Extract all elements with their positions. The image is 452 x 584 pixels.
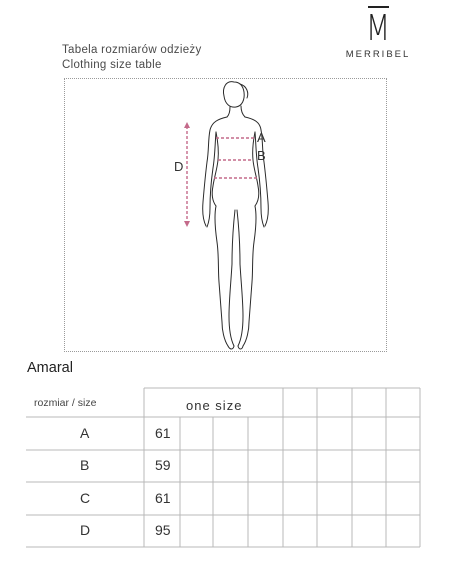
table-row-value-b: 59 [155, 457, 171, 473]
marker-a: A [257, 130, 266, 145]
body-measurement-figure [64, 78, 387, 352]
marker-d: D [174, 159, 184, 174]
size-table-title-polish: Tabela rozmiarów odzieży [62, 44, 202, 56]
table-row-label-c: C [80, 490, 91, 506]
marker-b: B [257, 148, 266, 163]
logo-mark: M [365, 8, 391, 49]
table-row-value-d: 95 [155, 522, 171, 538]
product-name: Amaral [27, 360, 73, 376]
table-size-label: one size [186, 398, 243, 413]
size-table-title-english: Clothing size table [62, 59, 162, 71]
table-row-label-a: A [80, 425, 90, 441]
measure-arrow-up [184, 122, 190, 128]
measure-arrow-down [184, 221, 190, 227]
table-row-label-b: B [80, 457, 90, 473]
table-row-label-d: D [80, 522, 91, 538]
figure-head [223, 82, 244, 107]
table-row-value-a: 61 [155, 425, 171, 441]
brand-logo [332, 6, 424, 60]
table-header-label: rozmiar / size [34, 397, 97, 409]
table-row-value-c: 61 [155, 490, 171, 506]
brand-name: MERRIBEL [345, 49, 411, 60]
